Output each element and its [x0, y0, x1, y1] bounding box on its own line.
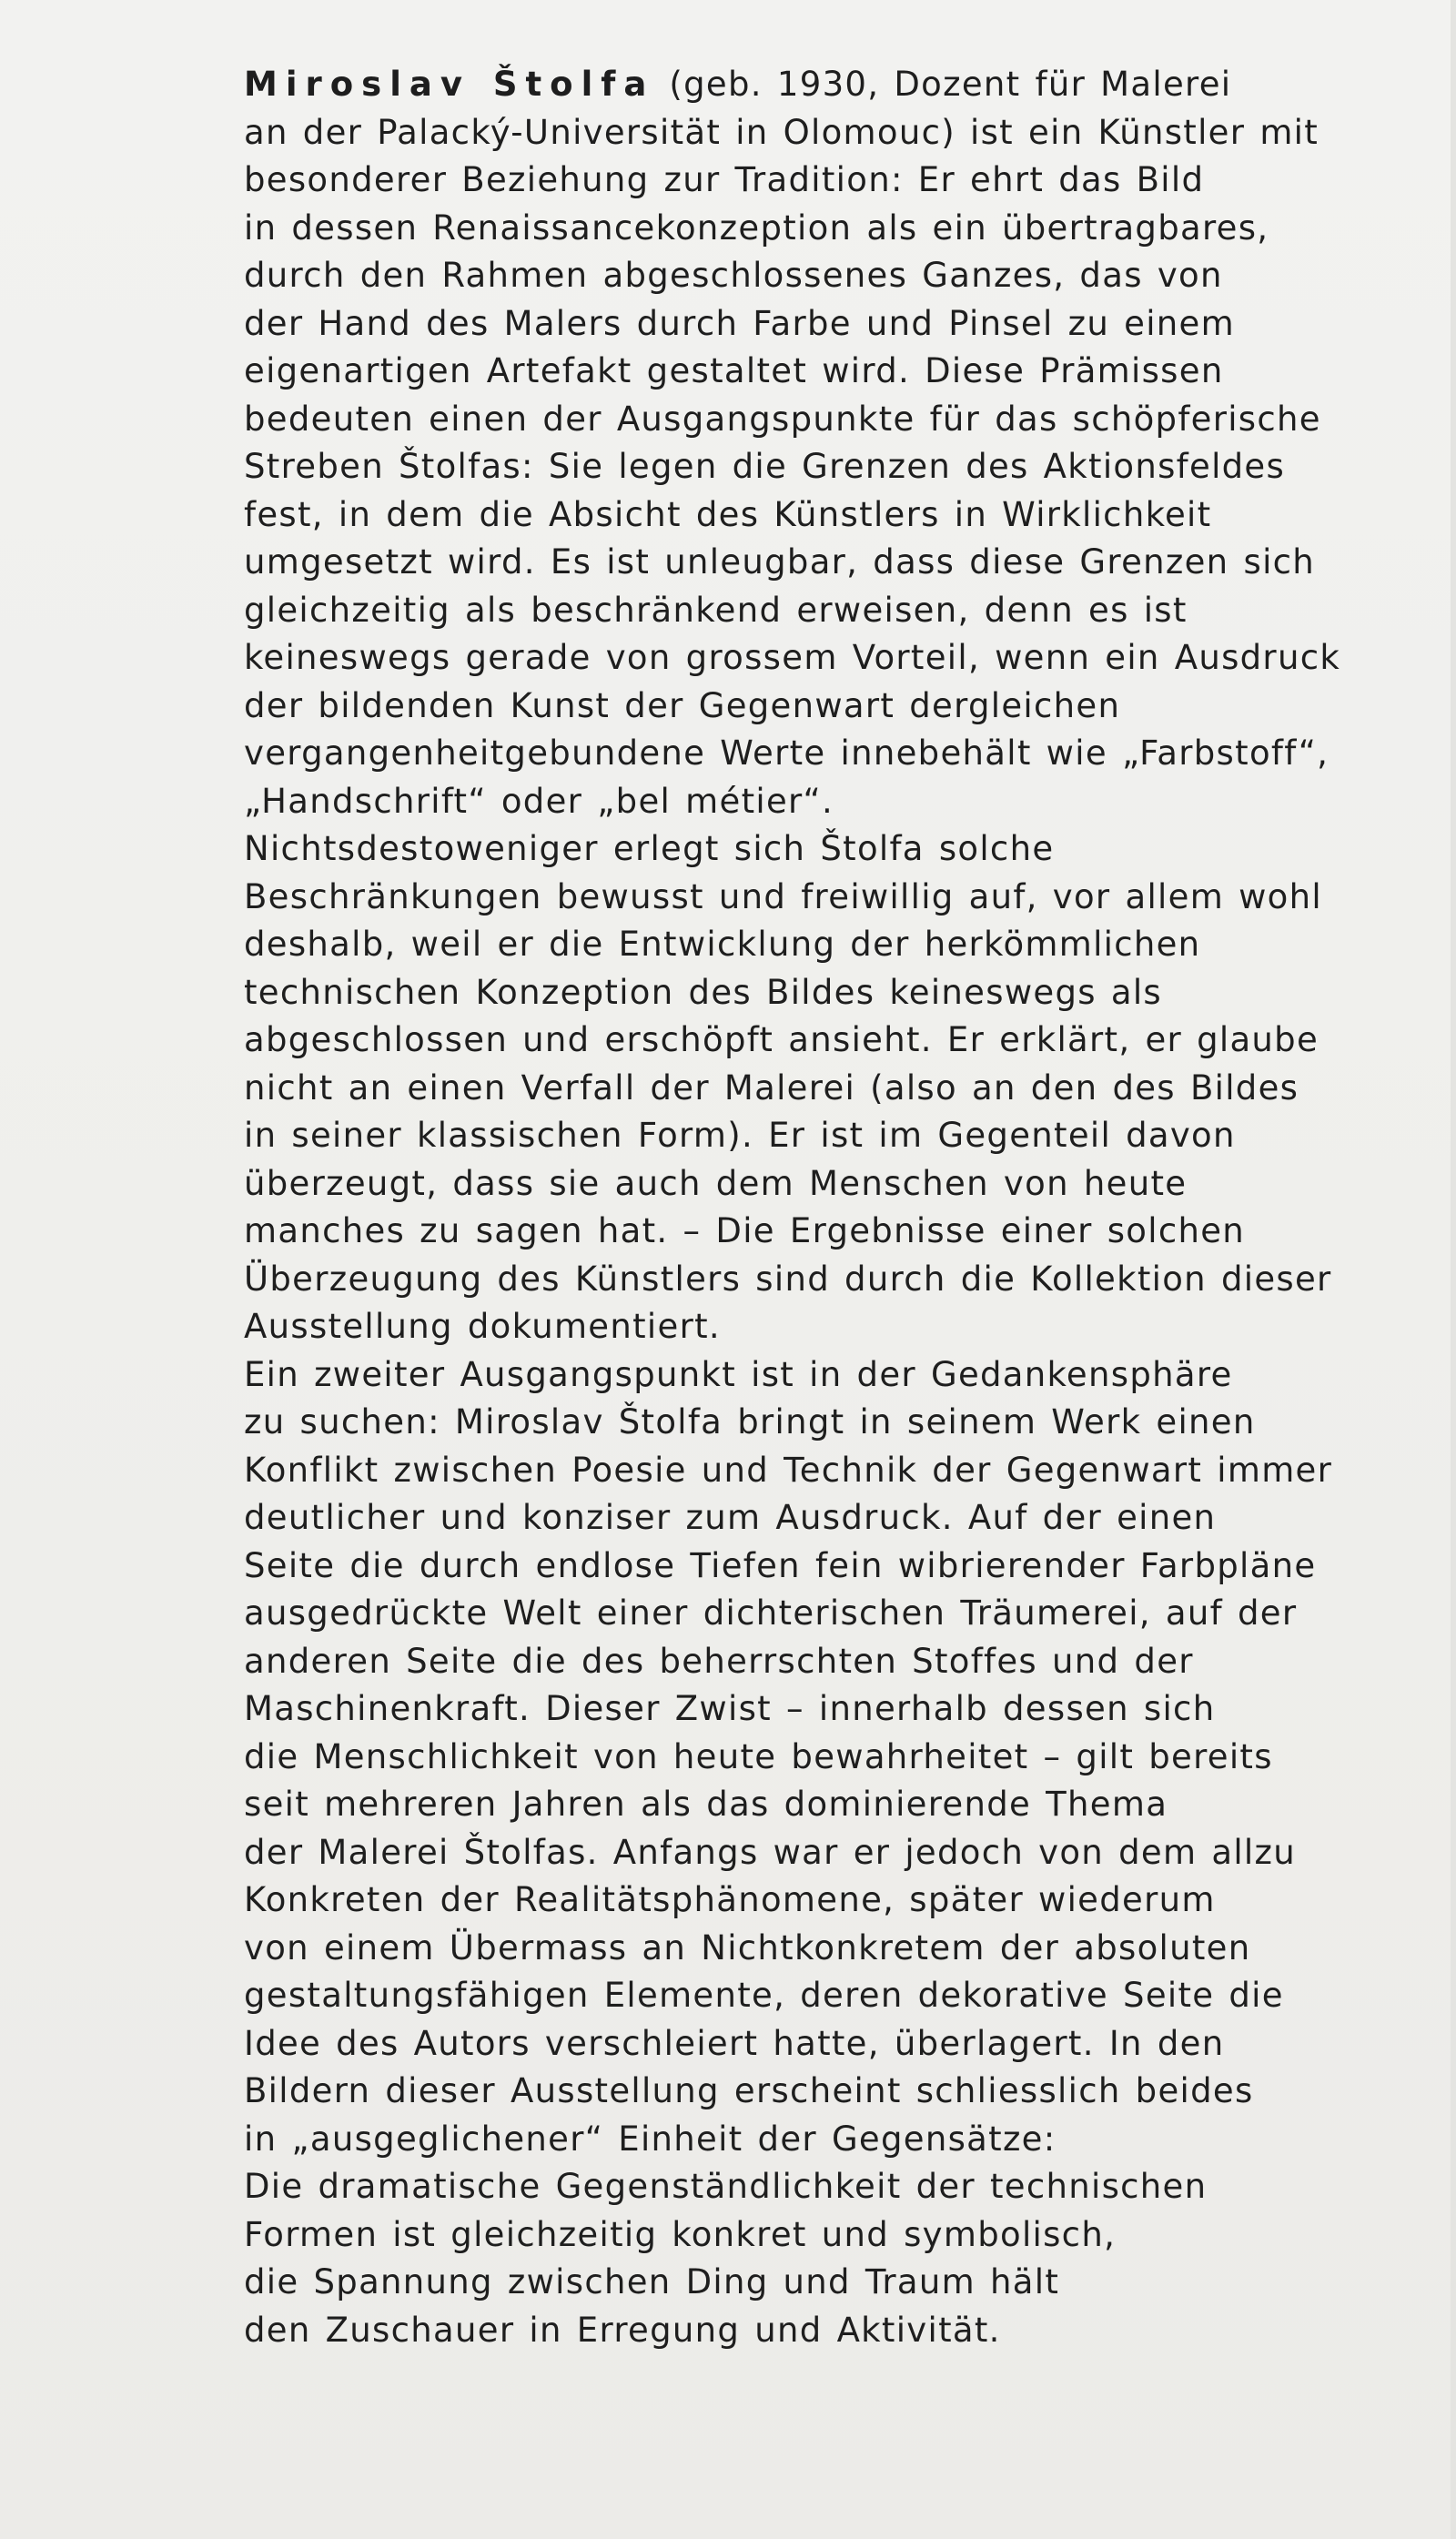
text-line: der Hand des Malers durch Farbe und Pinsel zu einem [244, 303, 1235, 343]
text-line: zu suchen: Miroslav Štolfa bringt in seinem Werk einen [244, 1402, 1256, 1441]
text-line: umgesetzt wird. Es ist unleugbar, dass diese Grenzen sich [244, 542, 1316, 582]
artist-name: Miroslav Štolfa [244, 65, 655, 104]
text-line: nicht an einen Verfall der Malerei (also an den des Bildes [244, 1067, 1299, 1108]
text-line: Ein zweiter Ausgangspunkt ist in der Gedankensphäre [244, 1354, 1233, 1394]
text-line: ausgedrückte Welt einer dichterischen Träumerei, auf der [244, 1593, 1298, 1633]
text-line: besonderer Beziehung zur Tradition: Er ehrt das Bild [244, 160, 1205, 199]
text-line: Beschränkungen bewusst und freiwillig auf, vor allem wohl [244, 876, 1322, 916]
text-line: seit mehreren Jahren als das dominierende Thema [244, 1785, 1168, 1824]
text-line: manches zu sagen hat. – Die Ergebnisse einer solchen [244, 1211, 1246, 1250]
body-text [244, 61, 1427, 2354]
text-line: anderen Seite die des beherrschten Stoffes und der [244, 1641, 1194, 1681]
text-line: Überzeugung des Künstlers sind durch die Kollektion dieser [244, 1259, 1332, 1299]
text-line: deutlicher und konziser zum Ausdruck. Auf der einen [244, 1498, 1217, 1537]
text-line: Seite die durch endlose Tiefen fein wibrierender Farbpläne [244, 1545, 1317, 1585]
text-line [244, 61, 1427, 109]
text-line-rest: (geb. 1930, Dozent für Malerei [654, 65, 1232, 104]
text-line: der bildenden Kunst der Gegenwart dergleichen [244, 685, 1121, 725]
text-line: gleichzeitig als beschränkend erweisen, denn es ist [244, 590, 1188, 630]
text-line: gestaltungsfähigen Elemente, deren dekorative Seite die [244, 1976, 1284, 2015]
text-line: abgeschlossen und erschöpft ansieht. Er erklärt, er glaube [244, 1020, 1320, 1059]
text-line: an der Palacký-Universität in Olomouc) ist ein Künstler mit [244, 112, 1320, 152]
text-line: Bildern dieser Ausstellung erscheint schliesslich beides [244, 2071, 1254, 2110]
text-line: die Menschlichkeit von heute bewahrheitet – gilt bereits [244, 1736, 1273, 1776]
text-line: den Zuschauer in Erregung und Aktivität. [244, 2310, 1001, 2350]
text-line: vergangenheitgebundene Werte innebehält wie „Farbstoff“, [244, 733, 1330, 773]
text-line: Die dramatische Gegenständlichkeit der technischen [244, 2167, 1208, 2206]
text-line: durch den Rahmen abgeschlossenes Ganzes, das von [244, 256, 1223, 295]
text-line: eigenartigen Artefakt gestaltet wird. Diese Prämissen [244, 351, 1224, 390]
text-line: von einem Übermass an Nichtkonkretem der absoluten [244, 1927, 1251, 1967]
text-line: „Handschrift“ oder „bel métier“. [244, 781, 834, 821]
text-line: bedeuten einen der Ausgangspunkte für das schöpferische [244, 399, 1321, 439]
text-line: die Spannung zwischen Ding und Traum hält [244, 2262, 1060, 2301]
text-line: in dessen Renaissancekonzeption als ein übertragbares, [244, 207, 1269, 248]
text-line: fest, in dem die Absicht des Künstlers in Wirklichkeit [244, 494, 1212, 534]
text-line: in seiner klassischen Form). Er ist im Gegenteil davon [244, 1116, 1236, 1155]
text-line: Maschinenkraft. Dieser Zwist – innerhalb dessen sich [244, 1689, 1216, 1728]
text-line: der Malerei Štolfas. Anfangs war er jedoch von dem allzu [244, 1832, 1296, 1872]
text-line: überzeugt, dass sie auch dem Menschen von heute [244, 1163, 1188, 1203]
text-line: Nichtsdestoweniger erlegt sich Štolfa solche [244, 829, 1055, 868]
text-line: Ausstellung dokumentiert. [244, 1307, 721, 1346]
text-line: Konkreten der Realitätsphänomene, später wiederum [244, 1880, 1216, 1919]
text-line: Streben Štolfas: Sie legen die Grenzen des Aktionsfeldes [244, 447, 1286, 486]
text-line: Konflikt zwischen Poesie und Technik der Gegenwart immer [244, 1450, 1333, 1490]
text-line: Formen ist gleichzeitig konkret und symbolisch, [244, 2214, 1117, 2254]
text-line: deshalb, weil er die Entwicklung der herkömmlichen [244, 925, 1201, 964]
text-line: technischen Konzeption des Bildes keineswegs als [244, 972, 1162, 1012]
text-line: in „ausgeglichener“ Einheit der Gegensätze: [244, 2119, 1057, 2159]
page-edge-shadow [1451, 0, 1456, 2539]
text-line: keineswegs gerade von grossem Vorteil, wenn ein Ausdruck [244, 638, 1341, 677]
text-line: Idee des Autors verschleiert hatte, überlagert. In den [244, 2023, 1225, 2063]
